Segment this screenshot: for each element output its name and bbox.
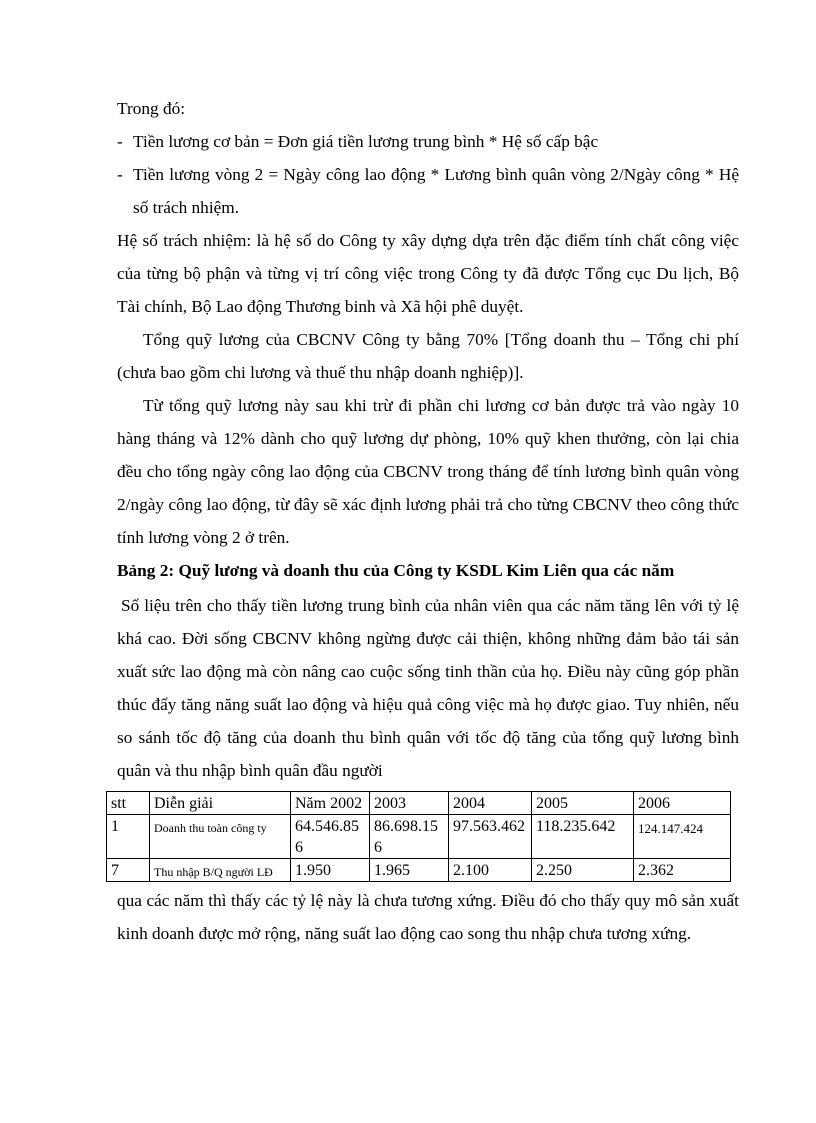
bullet-dash: - [117, 132, 123, 151]
paragraph-ket-thuc: qua các năm thì thấy các tỷ lệ này là chưa tương xứng. Điều đó cho thấy quy mô sản xuất kinh doanh được mở rộng, năng suất lao động cao song thu nhập chưa tương xứng. [117, 891, 739, 943]
table-cell: 7 [107, 859, 150, 882]
paragraph-tong-quy: Tổng quỹ lương của CBCNV Công ty bằng 70% [Tổng doanh thu – Tổng chi phí (chưa bao gồm chi lương và thuế thu nhập doanh nghiệp)]. [117, 330, 739, 382]
table-cell: 1.965 [370, 859, 449, 882]
table-cell: 86.698.156 [370, 815, 449, 859]
table-header-cell: 2006 [634, 792, 731, 815]
table-cell: 1.950 [291, 859, 370, 882]
document-page [111, 92, 739, 950]
bullet-text: Tiền lương vòng 2 = Ngày công lao động * Lương bình quân vòng 2/Ngày công * Hệ số trách nhiệm. [133, 165, 739, 217]
table-header-row [107, 792, 731, 815]
table-header-cell: 2004 [449, 792, 532, 815]
bullet-text: Tiền lương cơ bản = Đơn giá tiền lương trung bình * Hệ số cấp bậc [133, 132, 599, 151]
bullet-item [117, 158, 739, 224]
bullet-item [117, 125, 739, 158]
table-cell: 2.100 [449, 859, 532, 882]
table-cell: 64.546.856 [291, 815, 370, 859]
table-cell: 124.147.424 [634, 815, 731, 859]
paragraph-tu-tong: Từ tổng quỹ lương này sau khi trừ đi phần chi lương cơ bản được trả vào ngày 10 hàng tháng và 12% dành cho quỹ lương dự phòng, 10% quỹ khen thưởng, còn lại chia đều cho tổng ngày công lao động của CBCNV trong tháng để tính lương bình quân vòng 2/ngày công lao động, từ đây sẽ xác định lương phải trả cho từng CBCNV theo công thức tính lương vòng 2 ở trên. [117, 396, 739, 547]
table-cell: 97.563.462 [449, 815, 532, 859]
table-header-cell: 2003 [370, 792, 449, 815]
table-header-cell: Năm 2002 [291, 792, 370, 815]
table-header-cell: Diễn giải [150, 792, 291, 815]
salary-revenue-table [106, 791, 731, 882]
table-row [107, 815, 731, 859]
paragraph-so-lieu: Số liệu trên cho thấy tiền lương trung bình của nhân viên qua các năm tăng lên với tỷ lệ khá cao. Đời sống CBCNV không ngừng được cải thiện, không những đảm bảo tái sản xuất sức lao động mà còn nâng cao cuộc sống tinh thần của họ. Điều này cũng góp phần thúc đẩy tăng năng suất lao động và hiệu quả công việc mà họ được giao. Tuy nhiên, nếu so sánh tốc độ tăng của doanh thu bình quân với tốc độ tăng của tổng quỹ lương bình quân và thu nhập bình quân đầu người [117, 596, 739, 780]
paragraph-he-so: Hệ số trách nhiệm: là hệ số do Công ty xây dựng dựa trên đặc điểm tính chất công việc của từng bộ phận và từng vị trí công việc trong Công ty đã được Tổng cục Du lịch, Bộ Tài chính, Bộ Lao động Thương binh và Xã hội phê duyệt. [117, 231, 739, 316]
table-title: Bảng 2: Quỹ lương và doanh thu của Công ty KSDL Kim Liên qua các năm [117, 561, 675, 580]
table-cell: Thu nhập B/Q người LĐ [150, 859, 291, 882]
table-header-cell: 2005 [532, 792, 634, 815]
table-cell: 1 [107, 815, 150, 859]
table-cell: Doanh thu toàn công ty [150, 815, 291, 859]
table-header-cell: stt [107, 792, 150, 815]
table-cell: 118.235.642 [532, 815, 634, 859]
intro-line: Trong đó: [117, 99, 186, 118]
table-row [107, 859, 731, 882]
table-cell: 2.362 [634, 859, 731, 882]
bullet-dash: - [117, 165, 123, 184]
table-cell: 2.250 [532, 859, 634, 882]
